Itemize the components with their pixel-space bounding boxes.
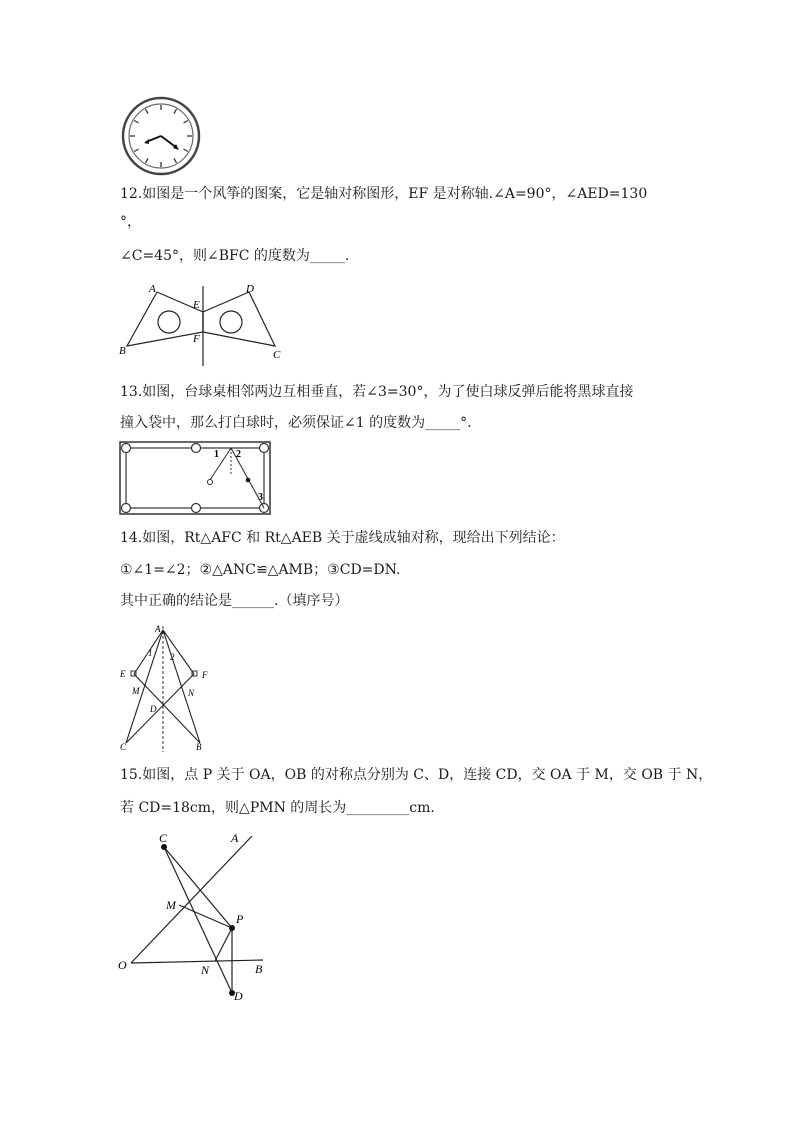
q13-angle-3-label: 3 [258, 492, 263, 503]
q13-angle-2-label: 2 [236, 449, 241, 460]
q15-reflection-figure [115, 828, 275, 1003]
q15-label-b: B [255, 962, 263, 976]
q12-text-line1: 12.如图是一个风筝的图案，它是轴对称图形，EF 是对称轴.∠A=90°，∠AED=130 [120, 186, 648, 202]
q12-kite-figure [115, 278, 290, 370]
q15-text-line2: 若 CD=18cm，则△PMN 的周长为_________cm. [120, 800, 435, 816]
q14-text-line3: 其中正确的结论是______.（填序号） [120, 593, 349, 609]
q15-label-m: M [166, 898, 176, 912]
q14-label-n: N [188, 688, 195, 698]
q15-label-n: N [201, 963, 210, 977]
q12-label-e: E [193, 299, 200, 311]
q14-triangles-figure [112, 620, 217, 755]
q14-label-c: C [120, 742, 127, 752]
q13-billiard-figure [118, 438, 274, 520]
q13-text-line2: 撞入袋中，那么打白球时，必须保证∠1 的度数为_____°. [120, 415, 472, 431]
q14-label-m: M [132, 686, 140, 696]
q15-label-o: O [118, 958, 127, 972]
q12-label-c: C [273, 349, 281, 361]
q14-label-e: E [120, 669, 126, 679]
q12-label-a: A [149, 283, 156, 295]
q12-label-b: B [119, 345, 126, 357]
q15-text-line1: 15.如图，点 P 关于 OA，OB 的对称点分别为 C、D，连接 CD，交 OA 于 M，交 OB 于 N， [120, 767, 713, 783]
q15-label-d: D [234, 989, 243, 1003]
q15-label-a: A [231, 831, 239, 845]
q14-label-a: A [155, 624, 161, 634]
q14-label-b: B [196, 742, 202, 752]
q14-text-line2: ①∠1=∠2；②△ANC≌△AMB；③CD=DN. [120, 562, 401, 578]
q12-text-line2: °， [120, 214, 141, 230]
q14-label-d: D [150, 704, 157, 714]
q12-label-d: D [246, 283, 254, 295]
q14-text-line1: 14.如图，Rt△AFC 和 Rt△AEB 关于虚线成轴对称，现给出下列结论： [120, 530, 565, 546]
q12-label-f: F [193, 333, 200, 345]
q13-text-line1: 13.如图，台球桌相邻两边互相垂直，若∠3=30°，为了使白球反弹后能将黑球直接 [120, 384, 634, 400]
q15-label-p: P [236, 912, 244, 926]
q13-angle-1-label: 1 [214, 449, 219, 460]
q15-label-c: C [159, 831, 168, 845]
q14-label-f: F [202, 670, 208, 680]
clock-figure [120, 95, 202, 177]
q14-angle-1-label: 1 [148, 648, 153, 658]
q14-angle-2-label: 2 [170, 652, 175, 662]
q12-text-line3: ∠C=45°，则∠BFC 的度数为_____. [120, 248, 350, 264]
